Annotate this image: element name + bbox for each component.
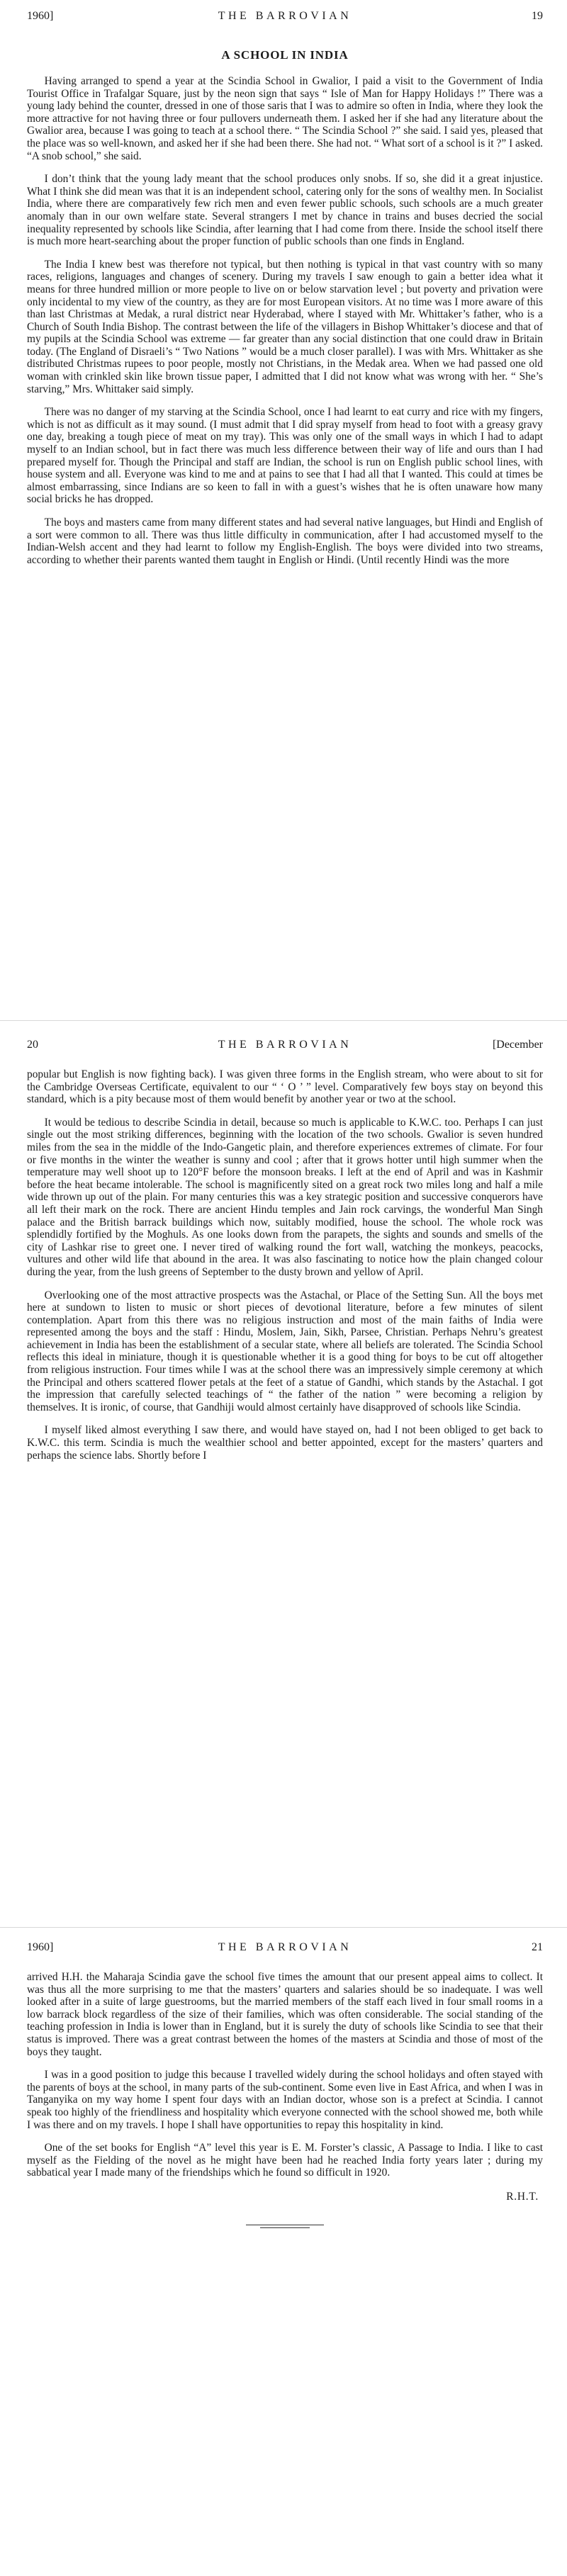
- paragraph: One of the set books for English “A” level this year is E. M. Forster’s classic, A Passage to India. I like to cast myself as the Fielding of the novel as he might have been had he reached India forty years later ; during my sabbatical year I made many of the friendships which he found so difficult in 1920.: [27, 2142, 543, 2179]
- page-number: 20: [27, 1039, 38, 1051]
- running-head: [27, 1039, 543, 1061]
- paragraph: There was no danger of my starving at the Scindia School, once I had learnt to eat curry and rice with my fingers, which is not as difficult as it may sound. (I must admit that I did spray myself from head to foot with a greasy gravy one day, breaking a tough piece of meat on my tray). This was only one of the small ways in which I had to adapt myself to an Indian school, but in fact there was much less difference between their way of life and ours than I had prepared myself for. Though the Principal and staff are Indian, the school is run on English public school lines, with house system and all. Everyone was kind to me and at pains to see that I had all that I wanted. This could at times be almost embarrassing, since Indians are so keen to fall in with a guest’s wishes that he is often unaware how many social bricks he has dropped.: [27, 406, 543, 506]
- masthead: THE BARROVIAN: [218, 1039, 352, 1051]
- header-year: 1960]: [27, 10, 54, 22]
- paragraph: The India I knew best was therefore not typical, but then nothing is typical in that vast country with so many races, religions, languages and changes of scenery. During my travels I saw enough to gain a better idea what it means for three hundred million or more people to live on or below starvation level ; but poverty and privation were only incidental to my view of the country, as they are for most European visitors. At no time was I more aware of this than last Christmas at Medak, a rural district near Hyderabad, where I stayed with Mr. Whittaker’s father, who is a Church of South India Bishop. The contrast between the life of the villagers in Bishop Whittaker’s diocese and that of my pupils at the Scindia School was extreme — far greater than any social distinction that one could draw in Britain today. (The England of Disraeli’s “ Two Nations ” would be a much closer parallel). I was with Mrs. Whittaker as she distributed Christmas rupees to poor people, mostly not Christians, in the Medak area. When we had passed one old woman with crinkled skin like brown tissue paper, I admitted that I did not know what was wrong with her. “ She’s starving,” Mrs. Whittaker said simply.: [27, 258, 543, 395]
- paragraph: arrived H.H. the Maharaja Scindia gave the school five times the amount that our present appeal aims to collect. It was thus all the more surprising to me that the masters’ quarters and salaries should be so inadequate. I was well looked after in a suite of large guestrooms, but the married members of the staff each lived in four small rooms in a low barrack block regardless of the size of their families, which was often considerable. The social standing of the teaching profession in India is lower than in England, but it is surely the duty of schools like Scindia to see that their status is improved. There was a great contrast between the homes of the masters at Scindia and those of most of the boys they taught.: [27, 1971, 543, 2058]
- page-number: 19: [532, 10, 543, 22]
- header-month: [December: [492, 1039, 543, 1051]
- paragraph: popular but English is now fighting back). I was given three forms in the English stream, who were about to sit for the Cambridge Overseas Certificate, equivalent to our “ ‘ O ’ ” level. Comparatively few boys stay on beyond this standard, which is a pity because most of them would benefit by another year or two at the school.: [27, 1068, 543, 1106]
- paragraph: Overlooking one of the most attractive prospects was the Astachal, or Place of the Setting Sun. All the boys met here at sundown to listen to music or short pieces of devotional literature, before a few minutes of silent contemplation. Apart from this there was no religious instruction and most of the main faiths of India were represented among the boys and the staff : Hindu, Moslem, Jain, Sikh, Parsee, Christian. Perhaps Nehru’s greatest achievement in India has been the establishment of a secular state, where all beliefs are tolerated. The Scindia School reflects this ideal in miniature, though it is questionable whether it is a good thing for boys to be cut off altogether from religious instruction. Four times while I was at the school there was an impressively simple ceremony at which the Principal and others scattered flower petals at the feet of a statue of Gandhi, which stands by the Astachal. I got the impression that carefully selected teachings of “ the father of the nation ” were becoming a religion by themselves. It is ironic, of course, that Gandhiji would almost certainly have disapproved of schools like Scindia.: [27, 1289, 543, 1413]
- running-head: [27, 10, 543, 33]
- paragraph: I don’t think that the young lady meant that the school produces only snobs. If so, she did it a great injustice. What I think she did mean was that it is an independent school, catering only for the sons of wealthy men. In Socialist India, where there are comparatively few rich men and even fewer public schools, such schools are a much greater anomaly than in our own welfare state. Several strangers I met by chance in trains and buses decried the social inequality represented by schools like Scindia, after learning that I had come from there. Inside the school itself there is much more heart-searching about the proper function of public schools than one finds in England.: [27, 173, 543, 248]
- author-signature: R.H.T.: [506, 2190, 539, 2203]
- paragraph: The boys and masters came from many different states and had several native languages, but Hindi and English of a sort were common to all. There was thus little difficulty in communication, after I had accustomed myself to the Indian-Welsh accent and they had learnt to follow my English-English. The boys were divided into two streams, according to whether their parents wanted them taught in English or Hindi. (Until recently Hindi was the more: [27, 516, 543, 566]
- paragraph: Having arranged to spend a year at the Scindia School in Gwalior, I paid a visit to the Government of India Tourist Office in Trafalgar Square, just by the neon sign that says “ Isle of Man for Happy Holidays !” There was a young lady behind the counter, dressed in one of those saris that I was to admire so often in India, where they look the more attractive for not having three or four pullovers underneath them. I asked her if she had any literature about the Gwalior area, because I was going to teach at a school there. “ The Scindia School ?” she said. I said yes, pleased that the place was so well-known, and asked her if she had been there. She had not. “ What sort of a school is it ?” I asked. “A snob school,” she said.: [27, 75, 543, 162]
- paragraph: I myself liked almost everything I saw there, and would have stayed on, had I not been obliged to get back to K.W.C. this term. Scindia is much the wealthier school and better appointed, except for the masters’ quarters and perhaps the science labs. Shortly before I: [27, 1424, 543, 1462]
- page-19: [0, 0, 567, 1013]
- paragraph: I was in a good position to judge this because I travelled widely during the school holidays and often stayed with the parents of boys at the school, in many parts of the sub-continent. Some even live in East Africa, and when I was in Tanganyika on my way home I spent four days with an Indian doctor, whose son is a prefect at Scindia. I cannot speak too highly of the friendliness and hospitality which everyone connected with the school showed me, both while I was there and on my travels. I hope I shall have opportunities to repay this hospitality in kind.: [27, 2069, 543, 2131]
- page-number: 21: [532, 1941, 543, 1953]
- page-divider: [0, 1927, 567, 1928]
- masthead: THE BARROVIAN: [218, 1941, 352, 1953]
- masthead: THE BARROVIAN: [218, 10, 352, 22]
- page-20: [0, 1029, 567, 1924]
- page-divider: [0, 1020, 567, 1021]
- running-head: [27, 1941, 543, 1964]
- article-title: A SCHOOL IN INDIA: [221, 48, 349, 62]
- page-21: [0, 1931, 567, 2576]
- paragraph: It would be tedious to describe Scindia in detail, because so much is applicable to K.W.C. too. Perhaps I can just single out the most striking differences, beginning with the location of the two schools. Gwalior is seven hundred miles from the sea in the middle of the Indo-Gangetic plain, and therefore experiences extremes of climate. For four or five months in the winter the weather is sunny and cool ; after that it grows hotter until high summer when the temperature may well shoot up to 120°F before the monsoon breaks. I left at the end of April and was in Kashmir before the heat became intolerable. The school is magnificently sited on a great rock two miles long and half a mile wide thrown up out of the plain. For many centuries this was a key strategic position and successive conquerors have all left their mark on the rock. There are ancient Hindu temples and Jain rock carvings, the wonderful Man Singh palace and the British barrack buildings which now, suitably modified, house the school. The whole rock was splendidly fortified by the Moghuls. As one looks down from the parapets, the sights and sounds and smells of the city of Lashkar rise to greet one. I never tired of walking round the fort wall, watching the monkeys, peacocks, vultures and other wild life that abound in the area. It was also fascinating to notice how the plain changed colour during the year, from the lush greens of September to the dusty brown and yellow of April.: [27, 1116, 543, 1278]
- end-rule: [260, 2227, 310, 2228]
- header-year: 1960]: [27, 1941, 54, 1953]
